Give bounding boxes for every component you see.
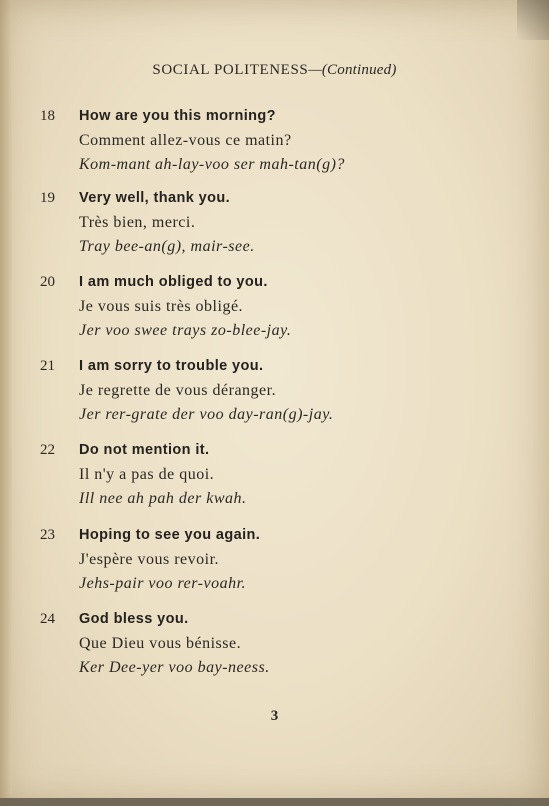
french-phrase: J'espère vous revoir. xyxy=(79,551,220,568)
english-phrase: Do not mention it. xyxy=(79,442,210,458)
phrase-number: 21 xyxy=(40,358,55,374)
pronunciation: Jer voo swee trays zo-blee-jay. xyxy=(79,322,292,339)
page-fold-shadow xyxy=(0,0,12,806)
french-phrase: Il n'y a pas de quoi. xyxy=(79,466,215,483)
page-number: 3 xyxy=(270,708,279,724)
english-phrase: I am much obliged to you. xyxy=(79,274,268,290)
french-phrase: Je regrette de vous déranger. xyxy=(79,382,277,399)
worn-corner xyxy=(517,0,549,40)
english-phrase: Hoping to see you again. xyxy=(79,527,261,543)
header-continued: —(Continued) xyxy=(308,62,397,78)
page-bottom-edge xyxy=(0,798,549,806)
english-phrase: How are you this morning? xyxy=(79,108,276,124)
english-phrase: I am sorry to trouble you. xyxy=(79,358,264,374)
pronunciation: Jehs-pair voo rer-voahr. xyxy=(79,575,247,592)
header-title: SOCIAL POLITENESS xyxy=(152,62,309,78)
phrase-number: 18 xyxy=(40,108,55,124)
english-phrase: God bless you. xyxy=(79,611,189,627)
phrase-number: 19 xyxy=(40,190,55,206)
page-header xyxy=(0,62,549,79)
english-phrase: Very well, thank you. xyxy=(79,190,231,206)
french-phrase: Je vous suis très obligé. xyxy=(79,298,244,315)
french-phrase: Que Dieu vous bénisse. xyxy=(79,635,242,652)
pronunciation: Ill nee ah pah der kwah. xyxy=(79,490,247,507)
phrase-number: 20 xyxy=(40,274,55,290)
phrase-number: 23 xyxy=(40,527,55,543)
pronunciation: Kom-mant ah-lay-voo ser mah-tan(g)? xyxy=(79,156,345,173)
pronunciation: Ker Dee-yer voo bay-neess. xyxy=(79,659,270,676)
pronunciation: Jer rer-grate der voo day-ran(g)-jay. xyxy=(79,406,334,423)
phrase-number: 24 xyxy=(40,611,55,627)
phrase-number: 22 xyxy=(40,442,55,458)
french-phrase: Comment allez-vous ce matin? xyxy=(79,132,292,149)
french-phrase: Très bien, merci. xyxy=(79,214,196,231)
pronunciation: Tray bee-an(g), mair-see. xyxy=(79,238,255,255)
